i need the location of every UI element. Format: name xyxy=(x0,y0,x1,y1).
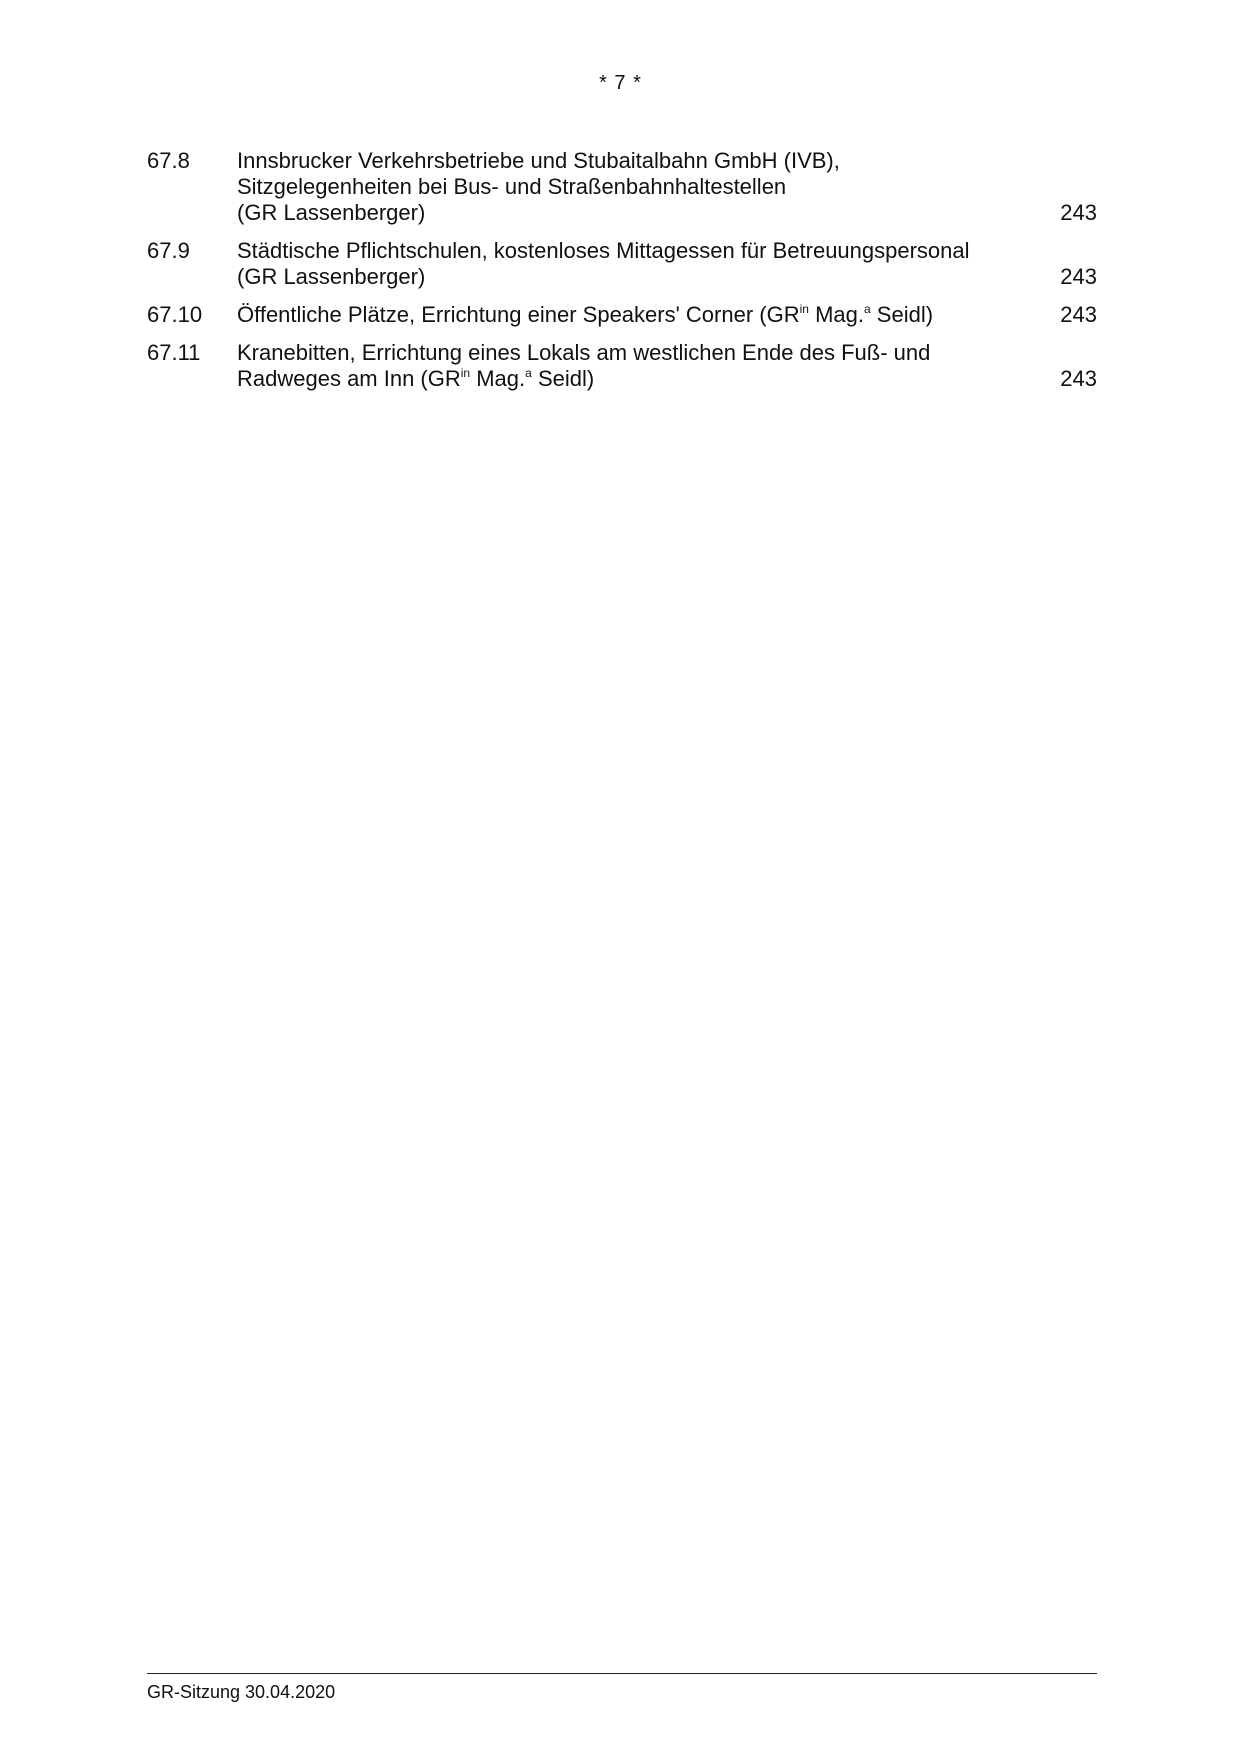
entry-title-line: (GR Lassenberger) xyxy=(237,264,426,289)
entry-title-line: Kranebitten, Errichtung eines Lokals am westlichen Ende des Fuß- und xyxy=(237,340,931,365)
entry-title xyxy=(237,340,1037,392)
entry-title-line: (GR Lassenberger) xyxy=(237,200,426,225)
toc-entry-67-8 xyxy=(147,148,1097,226)
entry-title-line: Innsbrucker Verkehrsbetriebe und Stubaitalbahn GmbH (IVB), xyxy=(237,148,840,173)
entry-page-number: 243 xyxy=(1060,200,1097,225)
entry-page-number: 243 xyxy=(1060,302,1097,327)
entry-number: 67.9 xyxy=(147,238,190,263)
entry-title xyxy=(237,238,1037,290)
superscript-in: in xyxy=(460,366,471,380)
entry-title-line: Sitzgelegenheiten bei Bus- und Straßenbahnhaltestellen xyxy=(237,174,787,199)
entry-number: 67.11 xyxy=(147,340,201,365)
toc-entry-67-11 xyxy=(147,340,1097,392)
entry-title-text: Radweges am Inn (GR xyxy=(237,366,461,391)
page-number: * 7 * xyxy=(599,72,642,94)
entry-title-line xyxy=(237,366,1037,392)
entry-title-text: Seidl) xyxy=(870,302,934,327)
toc-entry-67-10 xyxy=(147,302,1097,328)
entry-title-text: Öffentliche Plätze, Errichtung einer Speakers' Corner (GR xyxy=(237,302,800,327)
entry-page-number: 243 xyxy=(1060,366,1097,391)
entry-title xyxy=(237,302,1037,328)
entry-title-line: Städtische Pflichtschulen, kostenloses Mittagessen für Betreuungspersonal xyxy=(237,238,970,263)
entry-title-text: Seidl) xyxy=(531,366,595,391)
entry-number: 67.10 xyxy=(147,302,203,327)
superscript-a: a xyxy=(525,366,532,380)
superscript-in: in xyxy=(799,302,809,316)
entry-number: 67.8 xyxy=(147,148,190,173)
entry-title-text: Mag. xyxy=(808,302,864,327)
superscript-a: a xyxy=(863,302,871,316)
entry-title-text: Mag. xyxy=(470,366,526,391)
entry-title-line xyxy=(237,302,1037,328)
footer-divider xyxy=(147,1673,1097,1674)
entry-page-number: 243 xyxy=(1060,264,1097,289)
toc-entry-67-9 xyxy=(147,238,1097,290)
table-of-contents xyxy=(147,148,1097,404)
entry-title xyxy=(237,148,1037,226)
footer-session-date: GR-Sitzung 30.04.2020 xyxy=(147,1682,336,1702)
